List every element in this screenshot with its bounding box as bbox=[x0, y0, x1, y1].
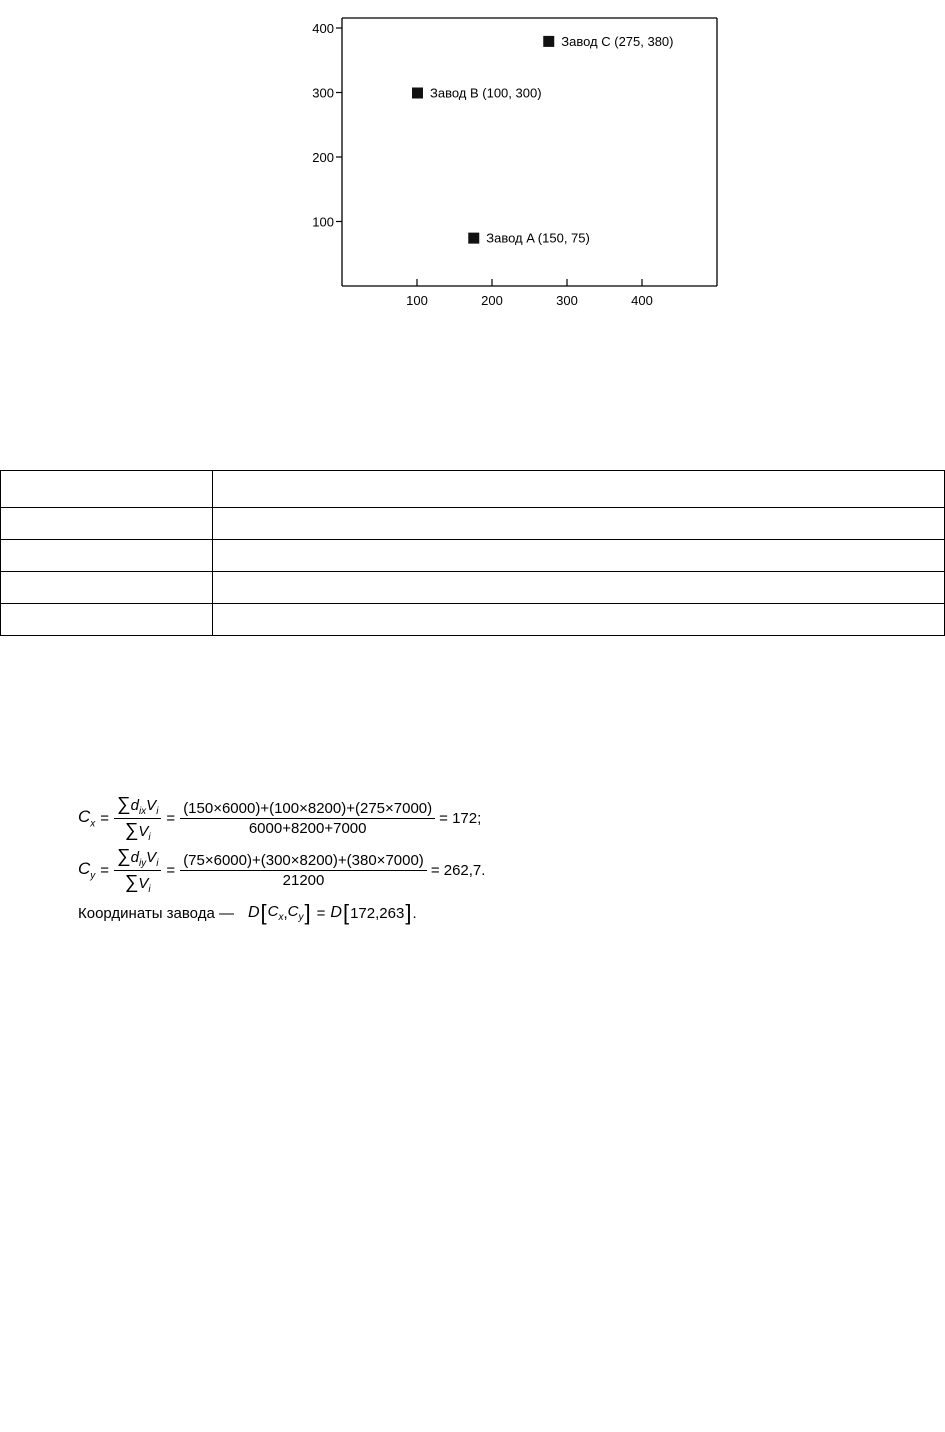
table-row bbox=[1, 572, 945, 604]
formula-cy: $C_y$ = $\frac{\sum d_{iy}V_i}{\sum V_i}$ = $\frac{(75\times 6000)+(300\times 8200)+(380\times 7000)}{21200}$ = 262,7. bbox=[78, 845, 486, 895]
table-cell bbox=[1, 508, 213, 540]
table-row bbox=[1, 508, 945, 540]
cx-general-fraction: $\frac{\sum d_{ix}V_i}{\sum V_i}$ bbox=[114, 794, 161, 843]
table-cell bbox=[1, 572, 213, 604]
table-row bbox=[1, 604, 945, 636]
table-cell bbox=[213, 508, 945, 540]
y-tick-label: 300 bbox=[312, 85, 334, 101]
table-cell bbox=[213, 471, 945, 508]
formula-cx: $C_x$ = $\frac{\sum d_{ix}V_i}{\sum V_i}$ = $\frac{(150\times 6000)+(100\times 8200)+(275\times 7000)}{6000+8200+7000}$ = 172; bbox=[78, 793, 482, 843]
x-ticks bbox=[406, 279, 653, 308]
cx-symbol: $C_x$ bbox=[78, 806, 96, 830]
y-tick-label: 100 bbox=[312, 214, 334, 230]
cy-numeric-fraction: $\frac{(75\times 6000)+(300\times 8200)+(380\times 7000)}{21200}$ bbox=[180, 852, 427, 889]
y-ticks bbox=[312, 21, 342, 230]
plant-label: Завод B (100, 300) bbox=[430, 85, 542, 101]
cy-general-fraction: $\frac{\sum d_{iy}V_i}{\sum V_i}$ bbox=[114, 846, 161, 895]
table-row bbox=[1, 540, 945, 572]
cy-result: = 262,7. bbox=[430, 861, 486, 879]
x-tick-label: 100 bbox=[406, 293, 428, 308]
coordinates-label: Координаты завода — bbox=[78, 904, 234, 922]
table-cell bbox=[213, 604, 945, 636]
plant-coordinates: Координаты завода — D [ $C_x$ , $C_y$ ] = D [ 172,263 ] . bbox=[78, 900, 417, 925]
cy-symbol: $C_y$ bbox=[78, 858, 96, 882]
table-cell bbox=[1, 540, 213, 572]
empty-table bbox=[0, 470, 945, 636]
table-cell bbox=[1, 471, 213, 508]
coordinates-value: 172,263 bbox=[350, 904, 405, 922]
axes bbox=[342, 18, 717, 286]
scatter-chart bbox=[300, 8, 730, 318]
plant-label: Завод A (150, 75) bbox=[486, 230, 590, 246]
x-tick-label: 200 bbox=[481, 293, 503, 308]
plant-marker bbox=[468, 233, 479, 244]
table-cell bbox=[213, 572, 945, 604]
plant-marker bbox=[412, 88, 423, 99]
cx-result: = 172; bbox=[439, 809, 482, 827]
y-tick-label: 400 bbox=[312, 21, 334, 36]
cx-numeric-fraction: $\frac{(150\times 6000)+(100\times 8200)+(275\times 7000)}{6000+8200+7000}$ bbox=[180, 800, 435, 837]
table-cell bbox=[1, 604, 213, 636]
x-tick-label: 300 bbox=[556, 293, 578, 308]
x-tick-label: 400 bbox=[631, 293, 653, 308]
y-tick-label: 200 bbox=[312, 150, 334, 165]
plant-label: Завод C (275, 380) bbox=[561, 33, 674, 49]
table-cell bbox=[213, 540, 945, 572]
plant-marker bbox=[543, 36, 554, 47]
table-row bbox=[1, 471, 945, 508]
formula-block bbox=[78, 792, 485, 926]
data-points bbox=[412, 34, 674, 246]
